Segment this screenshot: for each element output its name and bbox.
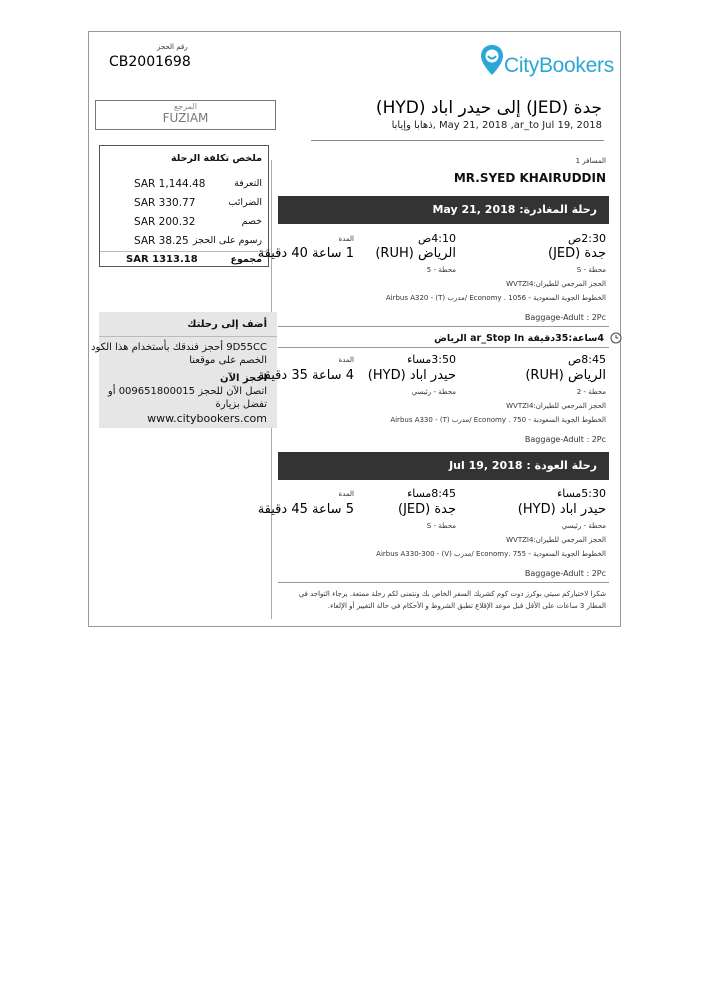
summary-title: ملخص تكلفة الرحلة (171, 153, 262, 164)
stopover-info: 4ساعة:35دقيقة ar_Stop In الرياض (434, 333, 604, 344)
summary-row (100, 197, 268, 213)
summary-row (100, 178, 268, 194)
departure-city: جدة (JED) (547, 246, 606, 261)
departure-time: 2:30ص (567, 232, 606, 245)
fare-summary (99, 145, 269, 267)
summary-value: SAR 330.77 (134, 197, 196, 209)
departure-terminal: محطة - 2 (576, 388, 606, 396)
pnr-number: CB2001698 (109, 54, 191, 70)
divider (311, 140, 604, 141)
arrival-city: الرياض (RUH) (375, 246, 456, 261)
reference-box (95, 100, 276, 130)
book-now-title: احجز الآن (220, 373, 267, 384)
airline-info: الخطوط الجوية السعودية - 1056 . Economy /مدرب (T) - Airbus A320 (385, 294, 606, 302)
promo-code-line: الخصم على موقعنا (189, 355, 267, 366)
summary-row (100, 216, 268, 232)
pnr-label: رقم الحجز (157, 43, 188, 51)
departure-terminal: محطة - رئيسي (561, 522, 606, 530)
departure-city: الرياض (RUH) (525, 368, 606, 383)
summary-total-label: مجموع (230, 254, 262, 265)
arrival-time: 4:10ص (417, 232, 456, 245)
flight-duration: 1 ساعة 40 دقيقة (257, 246, 354, 261)
book-now-phone: اتصل الآن للحجز 009651800015 أو (107, 386, 267, 397)
summary-label: التعرفة (234, 178, 262, 189)
flight-duration: 5 ساعة 45 دقيقة (257, 502, 354, 517)
arrival-time: 8:45مساء (407, 487, 456, 500)
summary-value: SAR 38.25 (134, 235, 189, 247)
airline-info: الخطوط الجوية السعودية - 755 .Economy /مدرب (V) - Airbus A330-300 (376, 550, 606, 558)
location-pin-icon (480, 44, 504, 76)
logo-text: CityBookers (504, 54, 614, 77)
summary-row (100, 235, 268, 251)
clock-icon (610, 332, 622, 344)
promo-title: أضف إلى رحلتك (187, 319, 267, 330)
route-title: جدة (JED) إلى حيدر اباد (HYD) (375, 98, 602, 118)
summary-label: رسوم على الحجز (192, 235, 262, 246)
divider (99, 336, 277, 337)
arrival-terminal: محطة - 5 (426, 266, 456, 274)
divider (278, 582, 609, 583)
summary-label: خصم (241, 216, 262, 227)
duration-label: المدة (338, 356, 354, 364)
summary-value: SAR 1,144.48 (134, 178, 206, 190)
divider (100, 251, 268, 252)
departure-time: 5:30مساء (557, 487, 606, 500)
return-date: رحلة العودة : Jul 19, 2018 (449, 459, 597, 472)
summary-value: SAR 200.32 (134, 216, 196, 228)
arrival-terminal: محطة - S (426, 522, 456, 530)
airline-pnr: الحجز المرجعي للطيران:WVTZI4 (506, 536, 606, 544)
departure-terminal: محطة - S (576, 266, 606, 274)
departure-time: 8:45ص (567, 353, 606, 366)
promo-code-line: 9D55CC أحجز فندقك بأستخدام هذا الكود (90, 342, 267, 353)
passenger-label: المسافر 1 (575, 157, 606, 165)
outbound-date: رحلة المغادرة: May 21, 2018 (432, 203, 597, 216)
divider (278, 347, 609, 348)
book-now-visit: تفضل بزيارة (215, 399, 267, 410)
baggage-info: Baggage-Adult : 2Pc (524, 435, 606, 444)
arrival-time: 3:50مساء (407, 353, 456, 366)
passenger-name: MR.SYED KHAIRUDDIN (453, 171, 606, 185)
return-header-bar (278, 452, 609, 480)
website-link[interactable]: www.citybookers.com (147, 412, 267, 425)
baggage-info: Baggage-Adult : 2Pc (524, 569, 606, 578)
promo-box (90, 312, 277, 428)
arrival-city: جدة (JED) (397, 502, 456, 517)
duration-label: المدة (338, 235, 354, 243)
airline-info: الخطوط الجوية السعودية - 750 . Economy /مدرب (T) - Airbus A330 (390, 416, 606, 424)
reference-label: المرجع (174, 102, 197, 111)
outbound-header-bar (278, 196, 609, 224)
ticket-frame (88, 31, 621, 627)
airline-pnr: الحجز المرجعي للطيران:WVTZI4 (506, 402, 606, 410)
footer-note: المطار 3 ساعات على الأقل قبل موعد الإقلاع تطبق الشروط و الأحكام في حالة التغيير أو الإلغاء. (327, 602, 606, 610)
citybookers-logo (480, 44, 614, 80)
summary-total-value: SAR 1313.18 (126, 254, 198, 265)
baggage-info: Baggage-Adult : 2Pc (524, 313, 606, 322)
summary-label: الضرائب (228, 197, 262, 208)
arrival-terminal: محطة - رئيسي (411, 388, 456, 396)
departure-city: حيدر اباد (HYD) (517, 502, 606, 517)
arrival-city: حيدر اباد (HYD) (367, 368, 456, 383)
footer-note: شكرا لاختياركم سيتي بوكرز دوت كوم كشريك السفر الخاص بك ونتمنى لكم رحلة ممتعة. يرجاء التواجد في (298, 590, 606, 598)
reference-value: FUZIAM (162, 111, 209, 125)
duration-label: المدة (338, 490, 354, 498)
route-dates: May 21, 2018 ,ar_to Jul 19, 2018 ,ذهابا وإيابا (391, 120, 602, 131)
airline-pnr: الحجز المرجعي للطيران:WVTZI4 (506, 280, 606, 288)
divider (278, 326, 609, 327)
summary-total-row (100, 254, 268, 270)
flight-duration: 4 ساعة 35 دقيقة (257, 368, 354, 383)
